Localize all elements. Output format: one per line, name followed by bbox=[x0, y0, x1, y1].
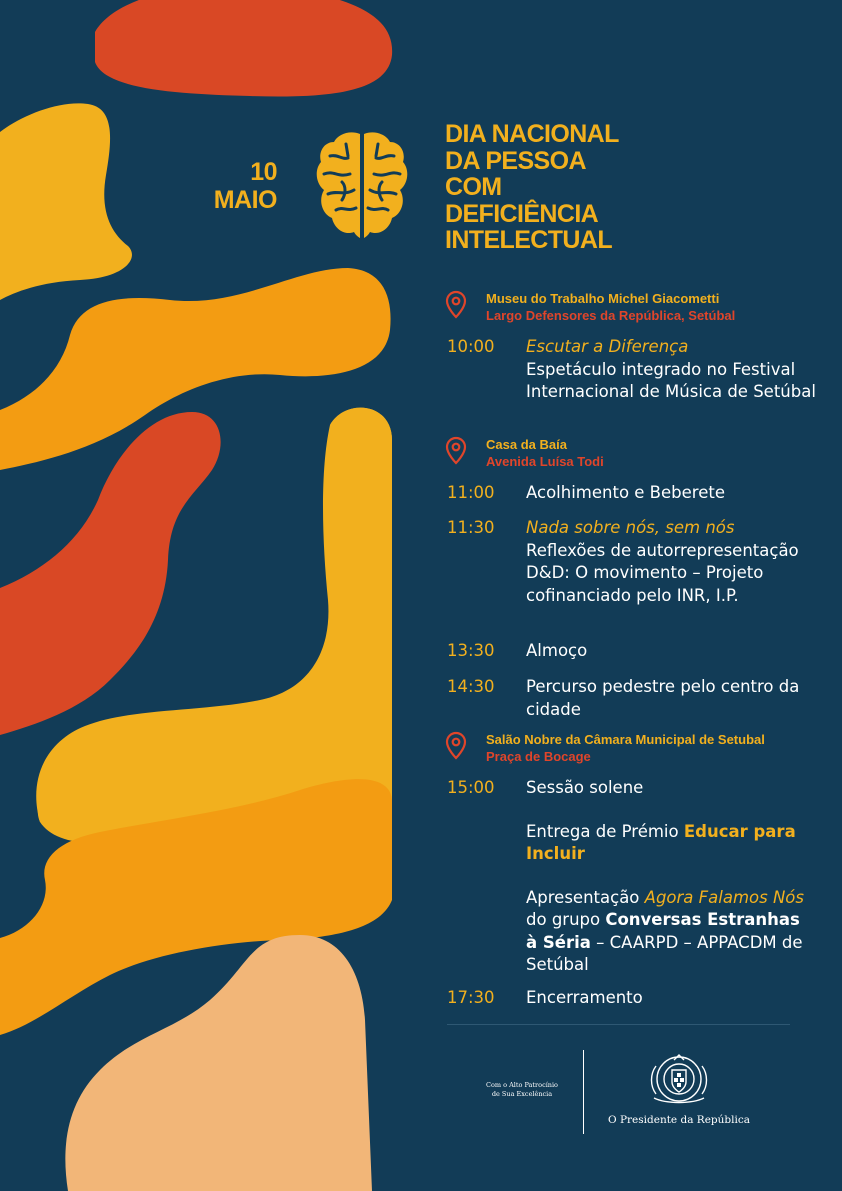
venue-name: Museu do Trabalho Michel Giacometti bbox=[486, 291, 720, 306]
title-line: DIA NACIONAL bbox=[445, 120, 619, 148]
presentation-work: Agora Falamos Nós bbox=[644, 887, 804, 907]
date-month: MAIO bbox=[213, 186, 277, 214]
title-line: DEFICIÊNCIA bbox=[445, 199, 599, 228]
presentation-group: Conversas Estranhas à Séria bbox=[526, 910, 800, 952]
event-text: Sessão solene bbox=[526, 778, 644, 797]
map-pin-icon bbox=[445, 436, 467, 466]
event-time: 14:30 bbox=[447, 677, 495, 696]
presentation-mid: do grupo bbox=[526, 910, 606, 929]
title-line: DA PESSOA bbox=[445, 146, 586, 175]
date-day: 10 bbox=[250, 158, 277, 186]
event-title: Nada sobre nós, sem nós bbox=[526, 518, 735, 537]
event-description bbox=[526, 336, 816, 404]
event-text: Reflexões de autorrepresentação bbox=[526, 540, 799, 560]
coat-of-arms-icon bbox=[646, 1052, 712, 1108]
award-line bbox=[526, 821, 816, 866]
blob-yellow-top bbox=[0, 103, 132, 300]
event-description bbox=[526, 777, 816, 977]
event-time: 11:30 bbox=[447, 518, 495, 537]
presentation-line bbox=[526, 887, 816, 977]
event-description: Encerramento bbox=[526, 988, 643, 1007]
event-description: Percurso pedestre pelo centro da cidade bbox=[526, 677, 800, 719]
patronage-line: de Sua Excelência bbox=[491, 1090, 553, 1098]
title-line: COM bbox=[445, 173, 502, 201]
event-text: Espetáculo integrado no Festival Internacional de Música de Setúbal bbox=[526, 359, 816, 401]
award-prefix: Entrega de Prémio bbox=[526, 821, 684, 841]
event-time: 10:00 bbox=[447, 337, 495, 356]
venue-address: Largo Defensores da República, Setúbal bbox=[486, 308, 736, 323]
title-line: INTELECTUAL bbox=[445, 226, 612, 254]
event-description: Acolhimento e Beberete bbox=[526, 483, 725, 502]
presentation-prefix: Apresentação bbox=[526, 887, 645, 907]
event-title: Escutar a Diferença bbox=[526, 337, 689, 356]
patronage-text bbox=[474, 1081, 570, 1099]
presentation-suffix: – CAARPD – APPACDM de Setúbal bbox=[526, 932, 803, 974]
event-date bbox=[180, 158, 277, 214]
event-time: 17:30 bbox=[447, 988, 495, 1007]
event-time: 11:00 bbox=[447, 483, 495, 502]
event-title bbox=[445, 121, 619, 254]
event-time: 15:00 bbox=[447, 778, 495, 797]
brain-icon bbox=[316, 130, 408, 240]
divider bbox=[447, 1024, 790, 1025]
venue-address: Praça de Bocage bbox=[486, 749, 591, 764]
venue-address: Avenida Luísa Todi bbox=[486, 454, 604, 469]
blob-red-top bbox=[95, 0, 392, 96]
venue-name: Casa da Baía bbox=[486, 437, 567, 452]
event-description bbox=[526, 517, 816, 607]
award-name: Educar para Incluir bbox=[526, 821, 796, 863]
patronage-line: Com o Alto Patrocínio bbox=[486, 1081, 558, 1089]
map-pin-icon bbox=[445, 731, 467, 761]
president-label: O Presidente da República bbox=[608, 1114, 750, 1126]
event-description: Almoço bbox=[526, 641, 588, 660]
event-text: D&D: O movimento – Projeto cofinanciado pelo INR, I.P. bbox=[526, 563, 764, 605]
venue-name: Salão Nobre da Câmara Municipal de Setubal bbox=[486, 732, 765, 747]
event-time: 13:30 bbox=[447, 641, 495, 660]
footer-divider bbox=[583, 1050, 584, 1134]
map-pin-icon bbox=[445, 290, 467, 320]
